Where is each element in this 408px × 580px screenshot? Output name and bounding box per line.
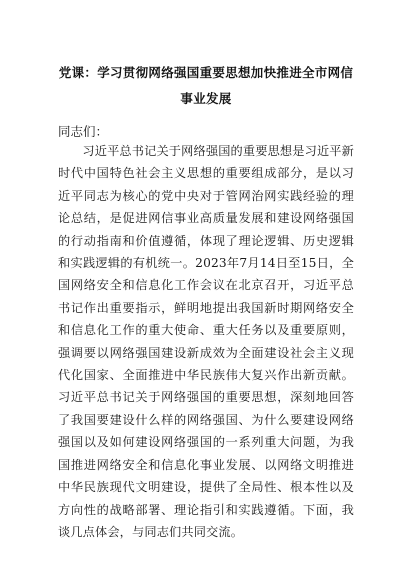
document-title: 党课：学习贯彻网络强国重要思想加快推进全市网信事业发展	[58, 65, 354, 106]
body-paragraph: 习近平总书记关于网络强国的重要思想是习近平新时代中国特色社会主义思想的重要组成部分，是以习近平同志为核心的党中央对于管网治网实践经验的理论总结，是促进网信事业高质量发展和建设网络强国的行动指南和价值遵循，体现了理论逻辑、历史逻辑和实践逻辑的有机统一。2023年7月14日至15日，全国网络安全和信息化工作会议在北京召开，习近平总书记作出重要指示，鲜明地提出我国新时期网络安全和信息化工作的重大使命、重大任务以及重要原则，强调要以网络强国建设新成效为全面建设社会主义现代化国家、全面推进中华民族伟大复兴作出新贡献。习近平总书记关于网络强国的重要思想，深刻地回答了我国要建设什么样的网络强国、为什么要建设网络强国以及如何建设网络强国的一系列重大问题，为我国推进网络安全和信息化事业发展、以网络文明推进中华民族现代文明建设，提供了全局性、根本性以及方向性的战略部署、理论指引和实践遵循。下面，我谈几点体会，与同志们共同交流。	[58, 144, 354, 539]
salutation: 同志们：	[58, 124, 109, 139]
